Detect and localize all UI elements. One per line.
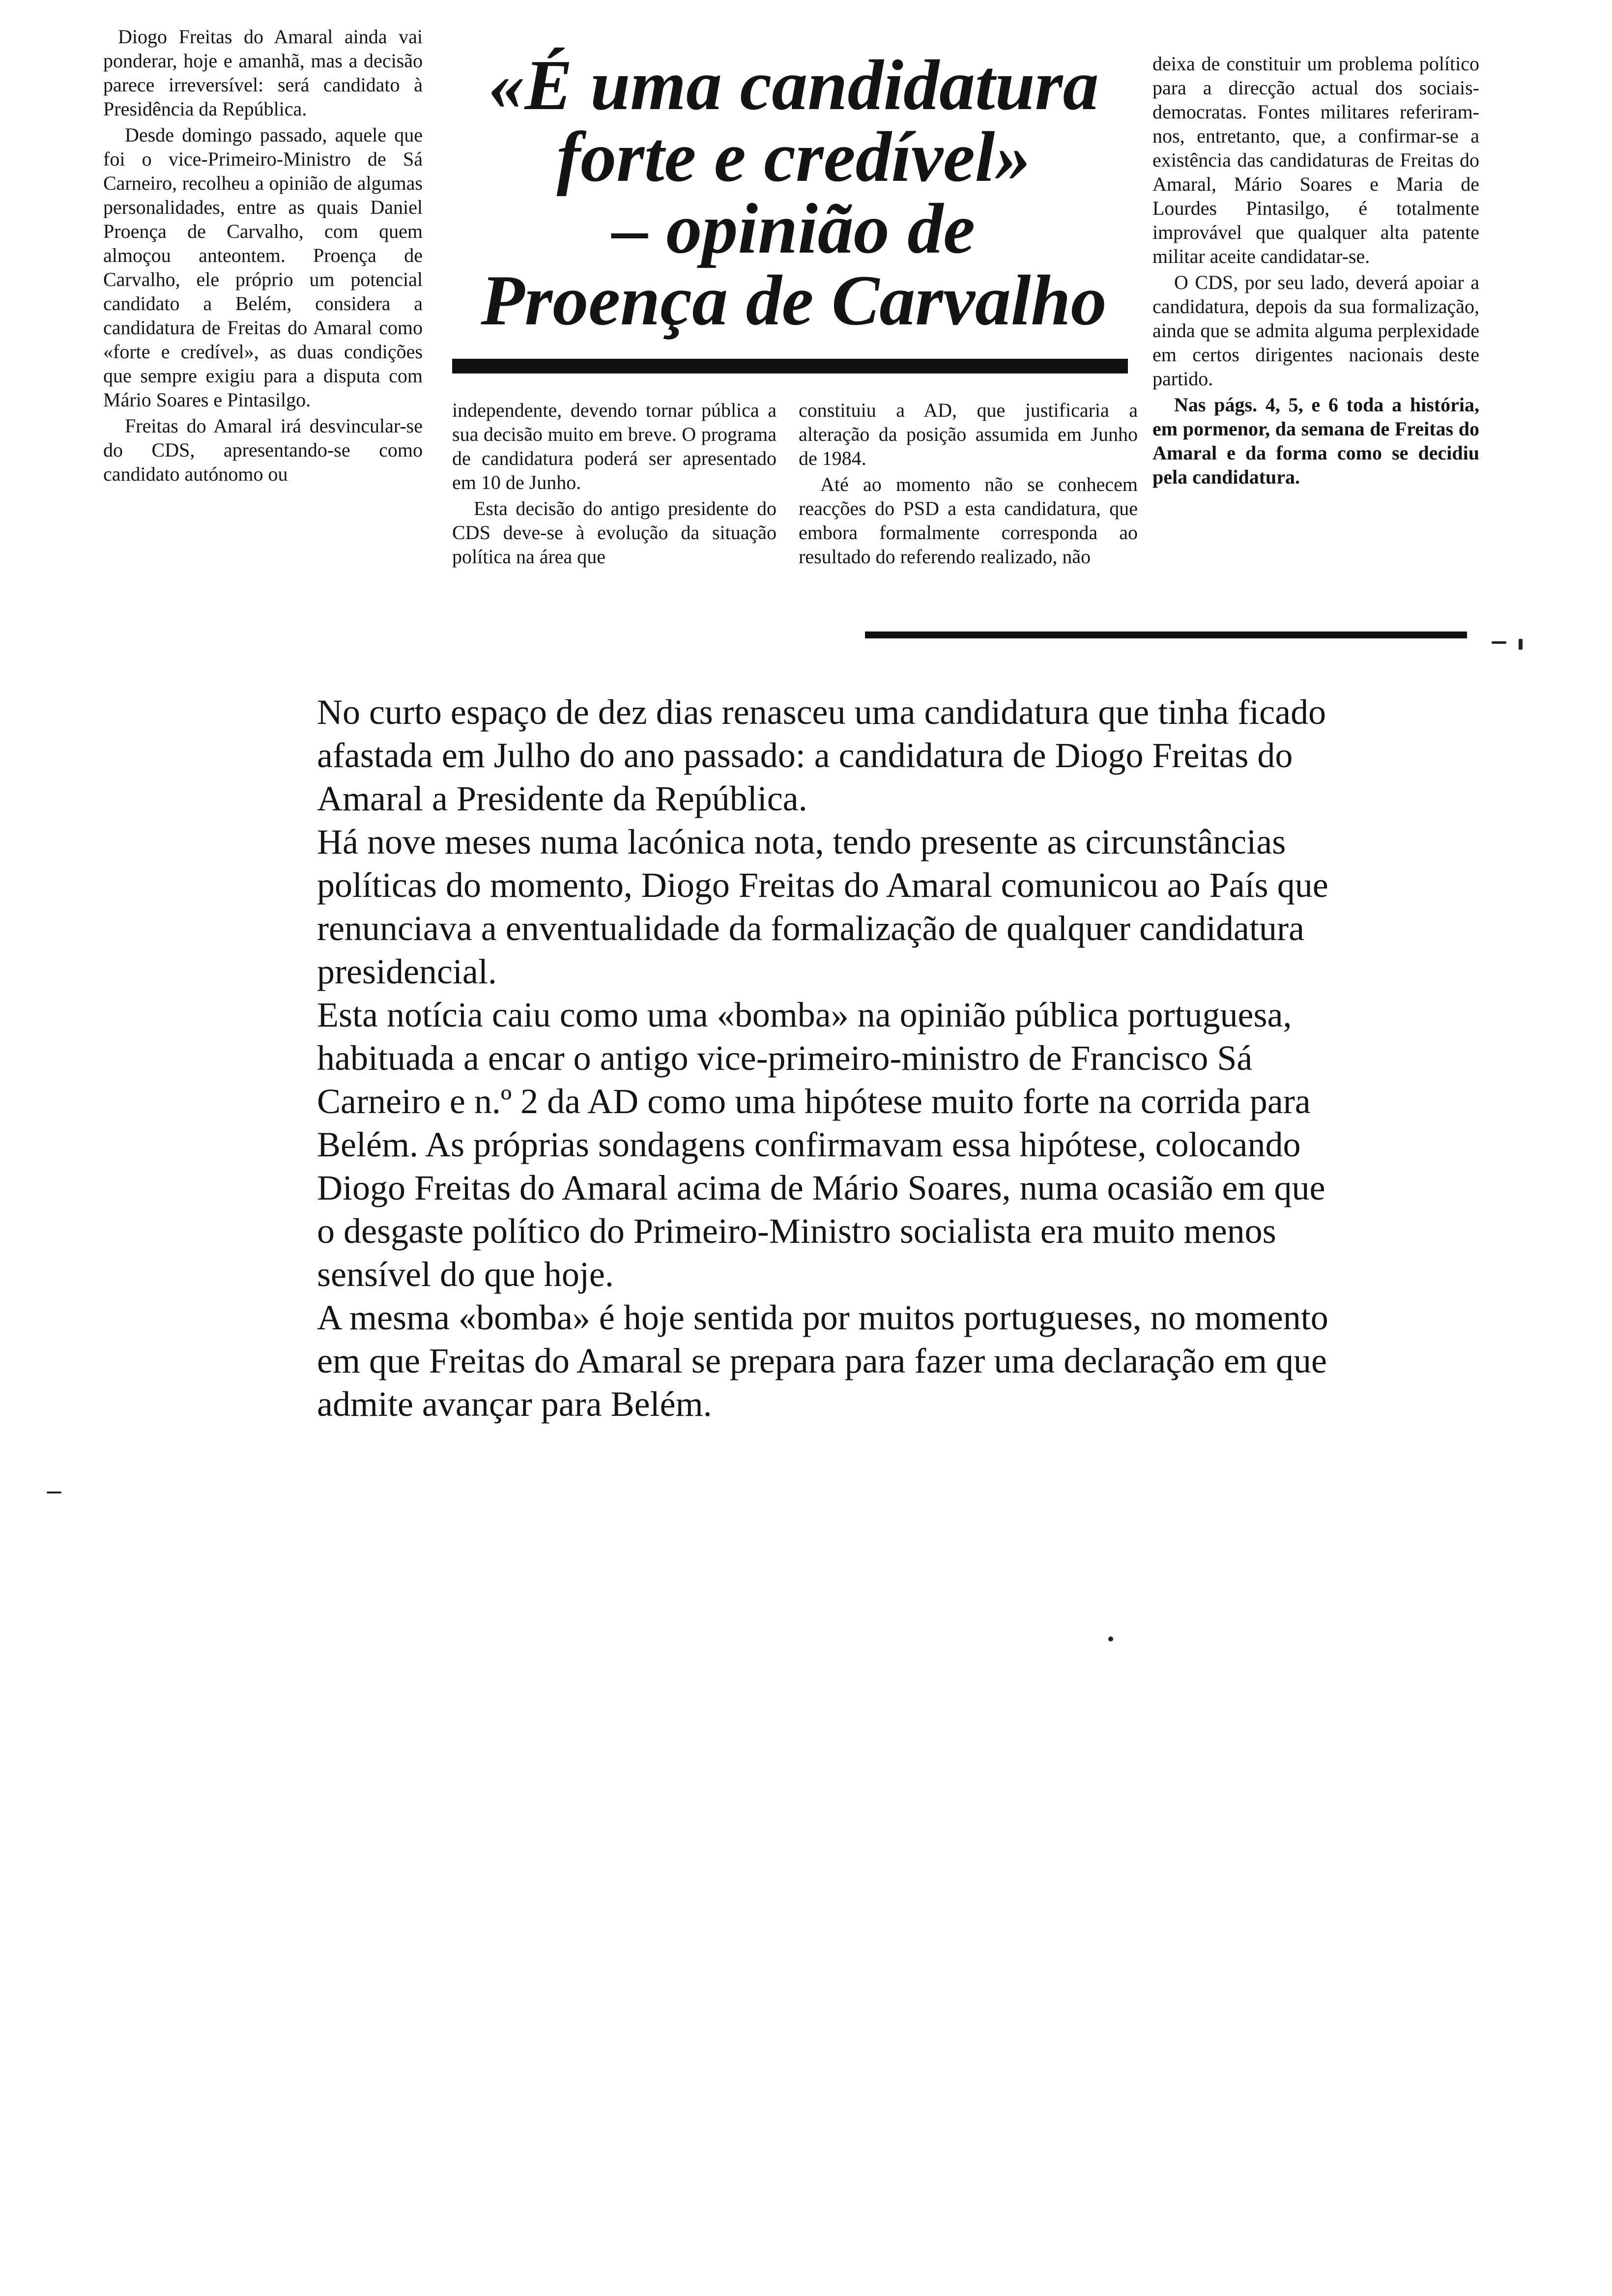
scan-speck — [1519, 639, 1523, 650]
intro-paragraph-1: No curto espaço de dez dias renasceu uma candidatura que tinha ficado afastada em Julho do ano passado: a candidatura de Diogo Freitas do Amaral a Presidente da República. — [317, 692, 1326, 818]
article-column-left — [103, 25, 423, 488]
column-right-paragraph-2: O CDS, por seu lado, deverá apoiar a candidatura, depois da sua formalização, ainda que se admita alguma perplexidade em certos dirigentes nacionais deste partido. — [1152, 271, 1479, 390]
article-column-middle-a — [452, 398, 777, 571]
article-headline — [442, 45, 1145, 340]
headline-line-4: Proença de Carvalho — [481, 260, 1107, 340]
scan-speck — [47, 1492, 61, 1493]
column-middle-a-paragraph-1: independente, devendo tornar pública a sua decisão muito em breve. O programa de candidatura poderá ser apresentado em 10 de Junho. — [452, 399, 777, 493]
column-middle-b-paragraph-1: constituiu a AD, que justificaria a alteração da posição assumida em Junho de 1984. — [799, 399, 1138, 469]
article-bottom-rule — [865, 631, 1467, 638]
intro-paragraph-4: A mesma «bomba» é hoje sentida por muitos portugueses, no momento em que Freitas do Amaral se prepara para fazer uma declaração em que admite avançar para Belém. — [317, 1298, 1328, 1424]
column-right-paragraph-1: deixa de constituir um problema político para a direcção actual dos sociais-democratas. Fontes militares referiram-nos, entretanto, que, a confirmar-se a existência das candidaturas de Freitas do Amaral, Mário Soares e Maria de Lourdes Pintasilgo, é totalmente improvável que qualquer alta patente militar aceite candidatar-se. — [1152, 53, 1479, 267]
intro-paragraph-3: Esta notícia caiu como uma «bomba» na opinião pública portuguesa, habituada a encar o antigo vice-primeiro-ministro de Francisco Sá Carneiro e n.º 2 da AD como uma hipótese muito forte na corrida para Belém. As próprias sondagens confirmavam essa hipótese, colocando Diogo Freitas do Amaral acima de Mário Soares, numa ocasião em que o desgaste político do Primeiro-Ministro socialista era muito menos sensível do que hoje. — [317, 995, 1325, 1294]
column-middle-a-paragraph-2: Esta decisão do antigo presidente do CDS deve-se à evolução da situação política na área que — [452, 497, 777, 568]
article-column-right — [1152, 52, 1479, 491]
column-right-cross-reference: Nas págs. 4, 5, e 6 toda a história, em pormenor, da semana de Freitas do Amaral e da forma como se decidiu pela candidatura. — [1152, 394, 1479, 488]
headline-line-2: forte e credível» — [556, 117, 1031, 197]
article-column-middle-b — [799, 398, 1138, 571]
intro-paragraph-2: Há nove meses numa lacónica nota, tendo presente as circunstâncias políticas do momento, Diogo Freitas do Amaral comunicou ao País que renunciava a enventualidade da formalização de qualquer candidatura presidencial. — [317, 822, 1328, 991]
scan-speck — [1108, 1636, 1113, 1641]
headline-line-3: – opinião de — [612, 189, 976, 268]
headline-rule — [452, 359, 1128, 373]
intro-text-block — [317, 690, 1342, 1426]
scan-speck — [1492, 641, 1506, 644]
headline-line-1: «É uma candidatura — [489, 45, 1099, 125]
column-middle-b-paragraph-2: Até ao momento não se conhecem reacções do PSD a esta candidatura, que embora formalmente corresponda ao resultado do referendo realizado, não — [799, 473, 1138, 568]
column-left-paragraph-1: Diogo Freitas do Amaral ainda vai ponderar, hoje e amanhã, mas a decisão parece irreversível: será candidato à Presidência da República. — [103, 26, 423, 120]
column-left-paragraph-3: Freitas do Amaral irá desvincular-se do CDS, apresentando-se como candidato autónomo ou — [103, 415, 423, 485]
column-left-paragraph-2: Desde domingo passado, aquele que foi o vice-Primeiro-Ministro de Sá Carneiro, recolheu a opinião de algumas personalidades, entre as quais Daniel Proença de Carvalho, com quem almoçou anteontem. Proença de Carvalho, ele próprio um potencial candidato a Belém, considera a candidatura de Freitas do Amaral como «forte e credível», as duas condições que sempre exigiu para a disputa com Mário Soares e Pintasilgo. — [103, 124, 423, 411]
